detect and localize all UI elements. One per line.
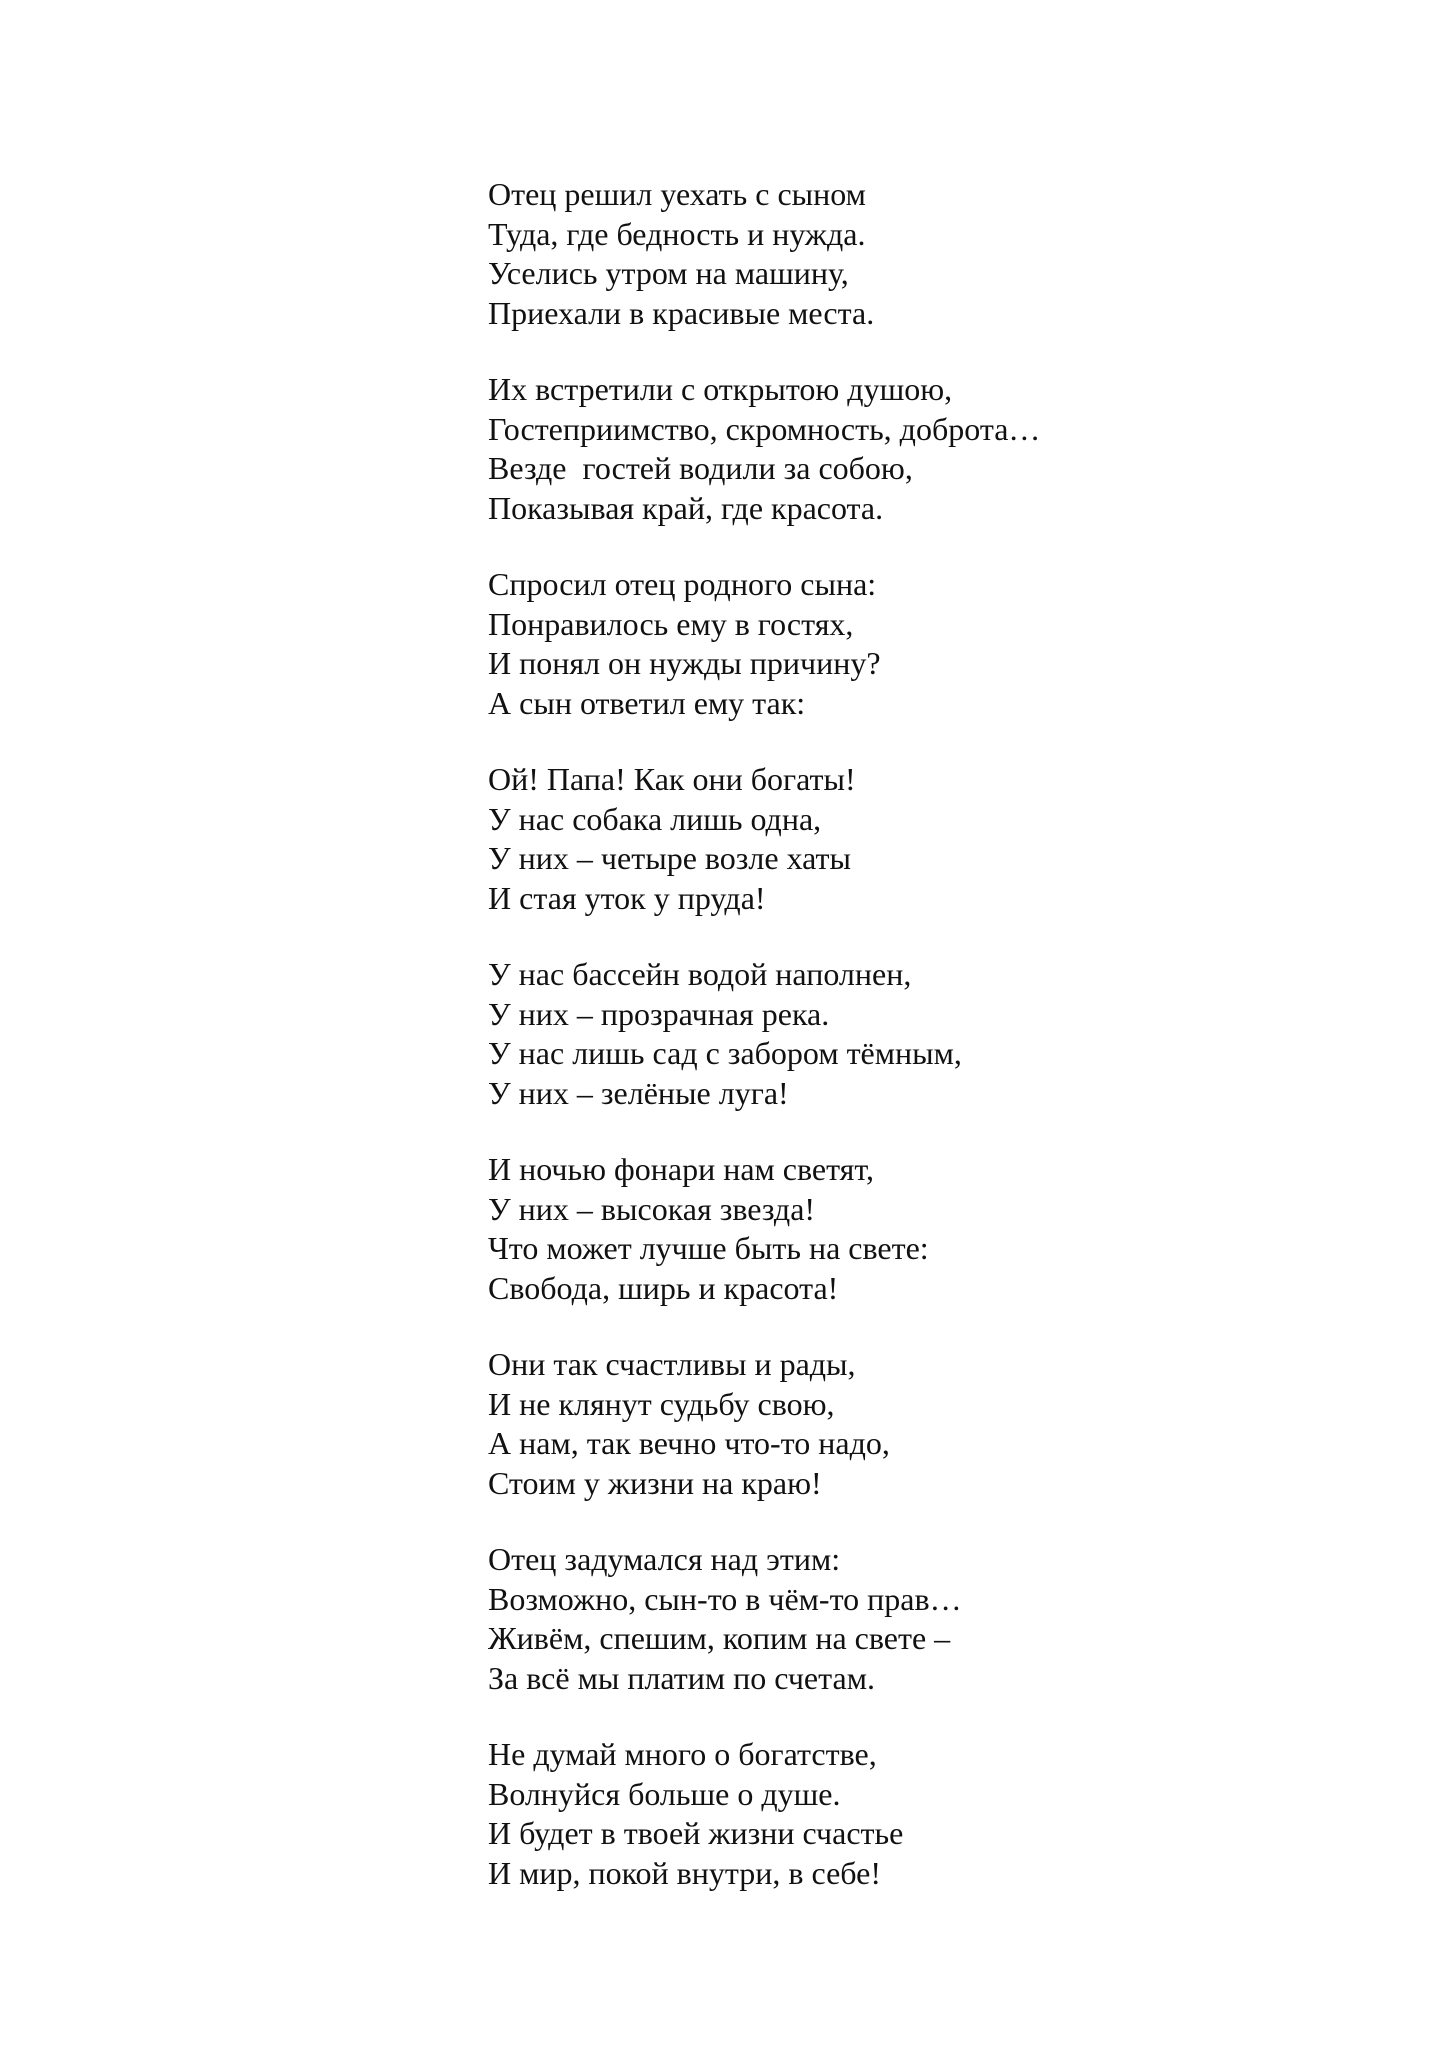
poem-line: Волнуйся больше о душе.	[488, 1775, 841, 1812]
poem-line: У них – зелёные луга!	[488, 1074, 789, 1111]
poem-line: И будет в твоей жизни счастье	[488, 1815, 904, 1851]
poem-line: И не клянут судьбу свою,	[488, 1385, 835, 1422]
poem-line: За всё мы платим по счетам.	[488, 1659, 875, 1696]
poem-line: У нас бассейн водой наполнен,	[488, 956, 912, 992]
poem-line: Не думай много о богатстве,	[488, 1736, 877, 1772]
poem-line: Они так счастливы и рады,	[488, 1346, 856, 1382]
poem-line: Возможно, сын-то в чём-то прав…	[488, 1580, 962, 1617]
poem-line: Гостеприимство, скромность, доброта…	[488, 410, 1041, 447]
poem	[488, 175, 1388, 1930]
poem-line: Отец задумался над этим:	[488, 1541, 841, 1577]
poem-line: Везде гостей водили за собою,	[488, 450, 913, 486]
stanza-7	[488, 1345, 1388, 1503]
poem-line: Показывая край, где красота.	[488, 489, 884, 526]
stanza-8	[488, 1540, 1388, 1698]
poem-line: Ой! Папа! Как они богаты!	[488, 761, 856, 797]
poem-line: И мир, покой внутри, в себе!	[488, 1854, 882, 1891]
poem-line: И стая уток у пруда!	[488, 879, 766, 916]
poem-line: Туда, где бедность и нужда.	[488, 215, 866, 252]
poem-line: Их встретили с открытою душою,	[488, 371, 953, 407]
poem-line: А нам, так вечно что-то надо,	[488, 1425, 890, 1461]
stanza-2	[488, 370, 1388, 528]
poem-line: И ночью фонари нам светят,	[488, 1151, 874, 1187]
poem-line: Живём, спешим, копим на свете –	[488, 1620, 951, 1656]
poem-line: У нас собака лишь одна,	[488, 800, 822, 837]
poem-line: У них – четыре возле хаты	[488, 840, 852, 876]
stanza-1	[488, 175, 1388, 333]
stanza-9	[488, 1735, 1388, 1893]
poem-line: У них – высокая звезда!	[488, 1190, 816, 1227]
stanza-4	[488, 760, 1388, 918]
poem-line: Свобода, ширь и красота!	[488, 1269, 839, 1306]
poem-line: Понравилось ему в гостях,	[488, 605, 854, 642]
poem-line: Что может лучше быть на свете:	[488, 1230, 929, 1266]
poem-line: У них – прозрачная река.	[488, 995, 830, 1032]
stanza-6	[488, 1150, 1388, 1308]
stanza-5	[488, 955, 1388, 1113]
poem-line: Спросил отец родного сына:	[488, 566, 877, 602]
poem-line: Уселись утром на машину,	[488, 255, 849, 291]
stanza-3	[488, 565, 1388, 723]
poem-line: Приехали в красивые места.	[488, 294, 875, 331]
poem-line: У нас лишь сад с забором тёмным,	[488, 1035, 962, 1071]
poem-line: Стоим у жизни на краю!	[488, 1464, 822, 1501]
poem-line: И понял он нужды причину?	[488, 645, 881, 681]
poem-line: А сын ответил ему так:	[488, 684, 806, 721]
poem-line: Отец решил уехать с сыном	[488, 176, 866, 212]
